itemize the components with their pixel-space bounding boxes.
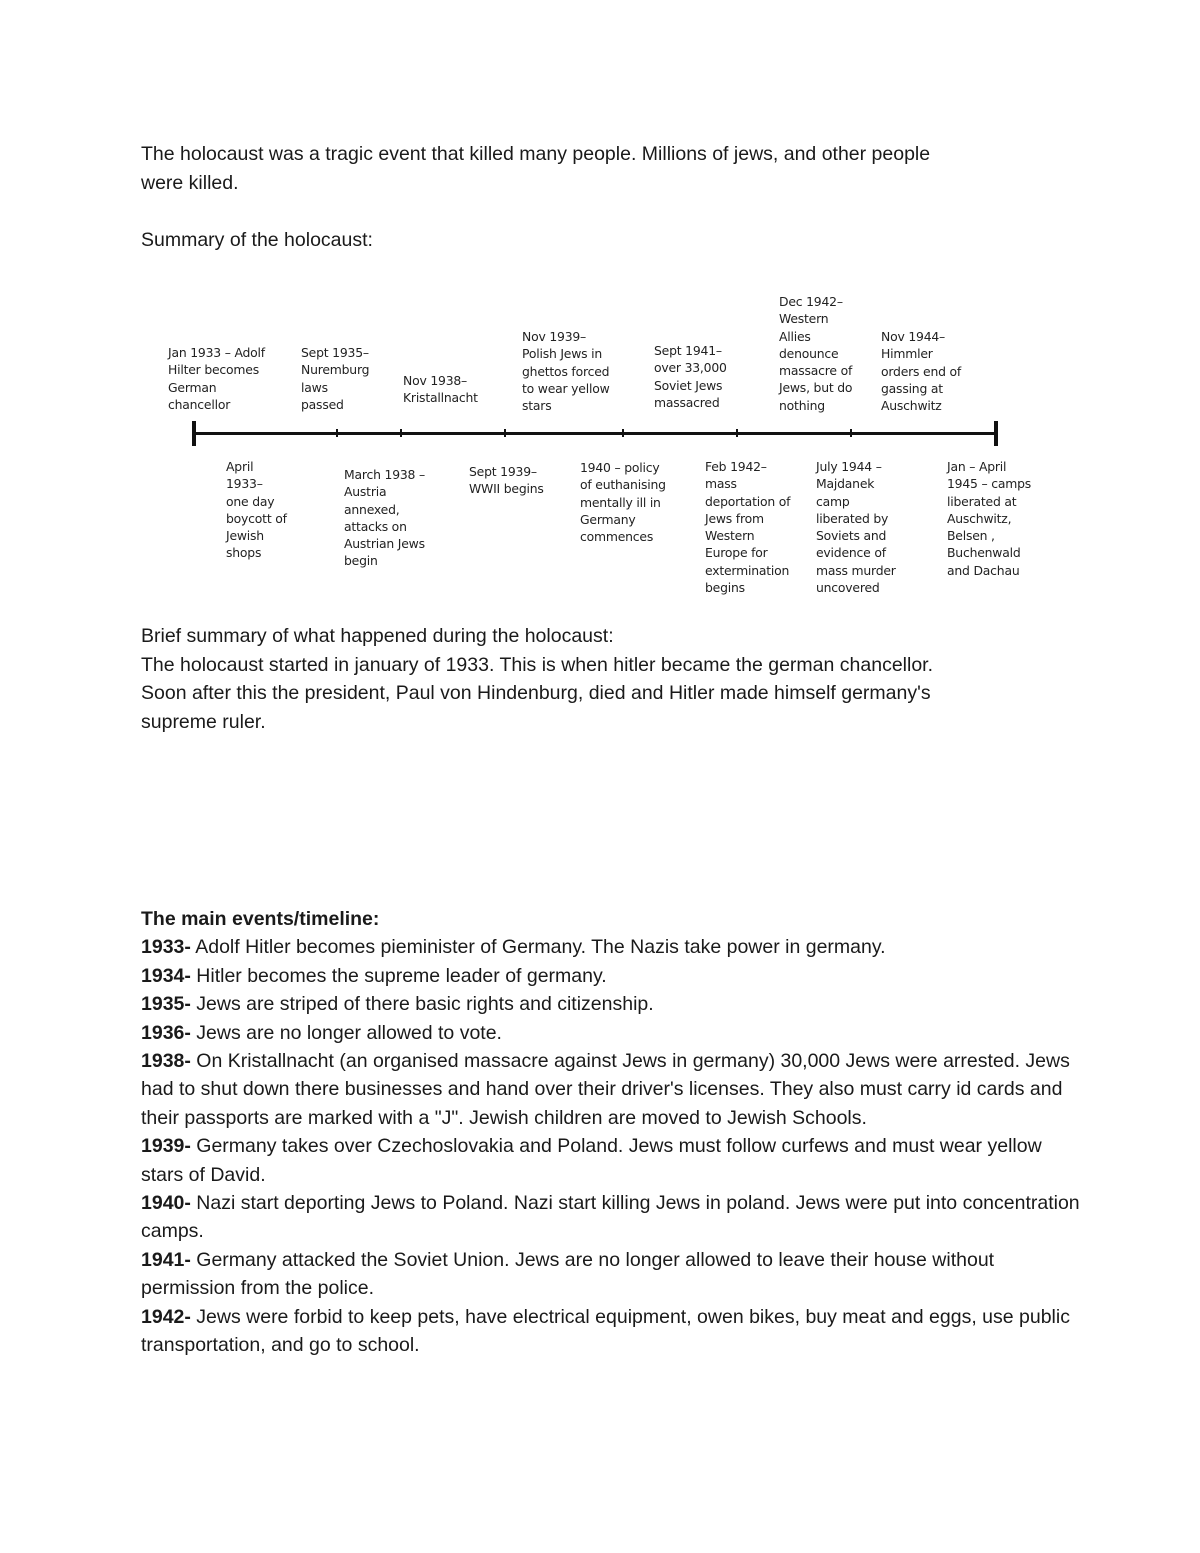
brief-line-2: Soon after this the president, Paul von Hindenburg, died and Hitler made himself germany's <box>141 682 931 704</box>
event-entry <box>141 990 1081 1018</box>
timeline-event-line: Western <box>779 311 829 327</box>
timeline-event-below <box>705 458 790 596</box>
event-entry <box>141 1246 1081 1303</box>
timeline-event-line: 1945 – camps <box>947 476 1032 492</box>
timeline-event-line: stars <box>522 398 552 414</box>
timeline-event-line: Austrian Jews <box>344 536 425 552</box>
timeline-event-line: April <box>226 459 254 474</box>
timeline-tick <box>622 429 624 437</box>
timeline-axis <box>194 432 998 435</box>
event-year: 1936- <box>141 1021 191 1044</box>
event-year: 1938- <box>141 1050 191 1073</box>
event-text: Germany takes over Czechoslovakia and Poland. Jews must follow curfews and must wear yellow stars of David. <box>141 1135 1042 1186</box>
event-entry <box>141 962 1081 990</box>
event-entry <box>141 1303 1081 1360</box>
timeline-event-line: begin <box>344 553 378 569</box>
timeline-event-line: massacred <box>654 394 720 410</box>
timeline-event-line: Himmler <box>881 346 933 362</box>
event-text: Jews are no longer allowed to vote. <box>190 1021 502 1044</box>
brief-heading: Brief summary of what happened during the holocaust: <box>141 625 614 647</box>
timeline-event-line: Polish Jews in <box>522 346 603 362</box>
timeline-event-above <box>654 342 727 411</box>
timeline-event-line: Jan 1933 – Adolf <box>168 345 265 360</box>
timeline-event-line: Sept 1939– <box>469 464 537 479</box>
timeline-event-line: liberated at <box>947 493 1017 509</box>
timeline-start-cap <box>192 421 196 446</box>
timeline-event-line: Belsen , <box>947 528 995 544</box>
event-entry <box>141 1047 1081 1132</box>
timeline-event-line: 1940 – policy <box>580 460 660 475</box>
timeline-tick <box>850 429 852 437</box>
timeline-event-line: WWII begins <box>469 481 544 497</box>
timeline-event-above <box>168 344 265 413</box>
event-year: 1934- <box>141 964 191 987</box>
timeline-event-above <box>881 328 961 414</box>
timeline-event-line: liberated by <box>816 510 889 526</box>
timeline-event-line: Sept 1941– <box>654 343 722 358</box>
event-entry <box>141 1132 1081 1189</box>
timeline-event-line: boycott of <box>226 510 287 526</box>
event-text: Nazi start deporting Jews to Poland. Nazi start killing Jews in poland. Jews were put into concentration camps. <box>141 1192 1080 1243</box>
timeline-event-line: chancellor <box>168 396 231 412</box>
timeline-event-below <box>469 463 544 498</box>
event-text: Adolf Hitler becomes pieminister of Germany. The Nazis take power in germany. <box>190 936 886 959</box>
event-text: Germany attacked the Soviet Union. Jews are no longer allowed to leave their house without permission from the police. <box>141 1248 995 1300</box>
timeline-tick <box>504 429 506 437</box>
brief-line-3: supreme ruler. <box>141 710 266 733</box>
timeline-end-cap <box>994 421 998 446</box>
timeline-event-line: commences <box>580 529 654 545</box>
event-year: 1942- <box>141 1305 191 1328</box>
timeline-event-above <box>779 293 852 414</box>
timeline-event-above <box>403 372 478 407</box>
timeline-event-below <box>226 458 287 562</box>
main-events-section <box>141 905 1081 1360</box>
intro-paragraph <box>141 140 1081 197</box>
timeline-event-line: German <box>168 379 217 395</box>
timeline-event-line: nothing <box>779 397 825 413</box>
event-entry <box>141 933 1081 961</box>
timeline-event-line: evidence of <box>816 545 886 561</box>
event-text: Jews are striped of there basic rights and citizenship. <box>190 993 654 1016</box>
event-text: Jews were forbid to keep pets, have electrical equipment, owen bikes, buy meat and eggs, use public transportation, and go to school. <box>141 1305 1070 1357</box>
timeline-event-line: 1933– <box>226 476 263 492</box>
timeline-event-line: Feb 1942– <box>705 459 767 474</box>
timeline-event-line: laws <box>301 379 328 395</box>
timeline-event-line: Nuremburg <box>301 362 370 378</box>
timeline-event-below <box>344 466 425 570</box>
timeline-event-below <box>580 459 666 545</box>
timeline-event-line: attacks on <box>344 518 407 534</box>
timeline-event-line: passed <box>301 396 344 412</box>
timeline-event-line: March 1938 – <box>344 467 425 482</box>
timeline-tick <box>336 429 338 437</box>
intro-line-2: were killed. <box>141 171 239 194</box>
timeline-event-line: uncovered <box>816 580 880 596</box>
timeline-event-line: Nov 1939– <box>522 329 587 344</box>
timeline-tick <box>400 429 402 437</box>
event-year: 1941- <box>141 1248 191 1271</box>
timeline-event-line: massacre of <box>779 363 853 379</box>
event-year: 1940- <box>141 1192 191 1215</box>
timeline-event-line: Nov 1938– <box>403 373 468 388</box>
event-year: 1933- <box>141 936 191 959</box>
timeline-event-line: shops <box>226 545 262 561</box>
timeline-event-line: Jan – April <box>947 459 1007 474</box>
brief-line-1: The holocaust started in january of 1933. This is when hitler became the german chancellor. <box>141 653 934 676</box>
timeline-event-line: extermination <box>705 562 790 578</box>
timeline-event-line: Europe for <box>705 545 768 561</box>
timeline-event-line: July 1944 – <box>816 459 882 474</box>
event-entry <box>141 1019 1081 1047</box>
timeline-event-line: Allies <box>779 328 811 344</box>
timeline-event-above <box>301 344 369 413</box>
timeline-event-line: deportation of <box>705 493 791 509</box>
intro-line-1: The holocaust was a tragic event that killed many people. Millions of jews, and other people <box>141 143 931 165</box>
timeline-event-line: Auschwitz <box>881 398 942 414</box>
timeline-event-line: Sept 1935– <box>301 345 369 360</box>
event-text: On Kristallnacht (an organised massacre against Jews in germany) 30,000 Jews were arrested. Jews had to shut down there businesses and hand over their driver's licenses. They also must carry id cards and their passports are marked with a "J". Jewish children are moved to Jewish Schools. <box>141 1050 1070 1129</box>
timeline-tick <box>736 429 738 437</box>
timeline-event-line: Jewish <box>226 528 264 544</box>
timeline-event-line: Auschwitz, <box>947 510 1012 526</box>
timeline-event-line: mentally ill in <box>580 494 661 510</box>
timeline-event-line: Nov 1944– <box>881 329 946 344</box>
timeline-event-line: ghettos forced <box>522 363 610 379</box>
main-events-list <box>141 933 1081 1359</box>
timeline-event-line: Dec 1942– <box>779 294 843 309</box>
holocaust-timeline-figure <box>160 290 1050 605</box>
timeline-event-line: Western <box>705 528 755 544</box>
timeline-event-line: Jews, but do <box>779 380 853 396</box>
timeline-event-line: Hilter becomes <box>168 362 259 378</box>
timeline-event-line: Austria <box>344 484 387 500</box>
main-events-heading: The main events/timeline: <box>141 908 380 930</box>
timeline-event-below <box>947 458 1031 579</box>
timeline-event-line: mass murder <box>816 562 896 578</box>
timeline-event-line: mass <box>705 476 737 492</box>
timeline-event-line: Kristallnacht <box>403 390 478 406</box>
timeline-event-below <box>816 458 896 596</box>
brief-summary <box>141 622 1081 736</box>
event-entry <box>141 1189 1081 1246</box>
timeline-event-above <box>522 328 610 414</box>
timeline-event-line: over 33,000 <box>654 360 727 376</box>
timeline-event-line: gassing at <box>881 380 943 396</box>
timeline-event-line: of euthanising <box>580 477 666 493</box>
timeline-event-line: to wear yellow <box>522 380 610 396</box>
timeline-event-line: Soviets and <box>816 528 887 544</box>
timeline-event-line: and Dachau <box>947 562 1020 578</box>
timeline-event-line: Jews from <box>705 510 764 526</box>
event-year: 1939- <box>141 1135 191 1158</box>
timeline-event-line: Majdanek <box>816 476 875 492</box>
event-year: 1935- <box>141 993 191 1016</box>
timeline-event-line: Soviet Jews <box>654 377 723 393</box>
timeline-event-line: camp <box>816 493 850 509</box>
timeline-event-line: Buchenwald <box>947 545 1021 561</box>
timeline-event-line: Germany <box>580 511 636 527</box>
timeline-event-line: annexed, <box>344 501 400 517</box>
timeline-event-line: denounce <box>779 345 839 361</box>
timeline-event-line: one day <box>226 493 275 509</box>
timeline-event-line: begins <box>705 580 745 596</box>
event-text: Hitler becomes the supreme leader of germany. <box>190 964 607 987</box>
timeline-event-line: orders end of <box>881 363 962 379</box>
summary-label: Summary of the holocaust: <box>141 229 373 251</box>
